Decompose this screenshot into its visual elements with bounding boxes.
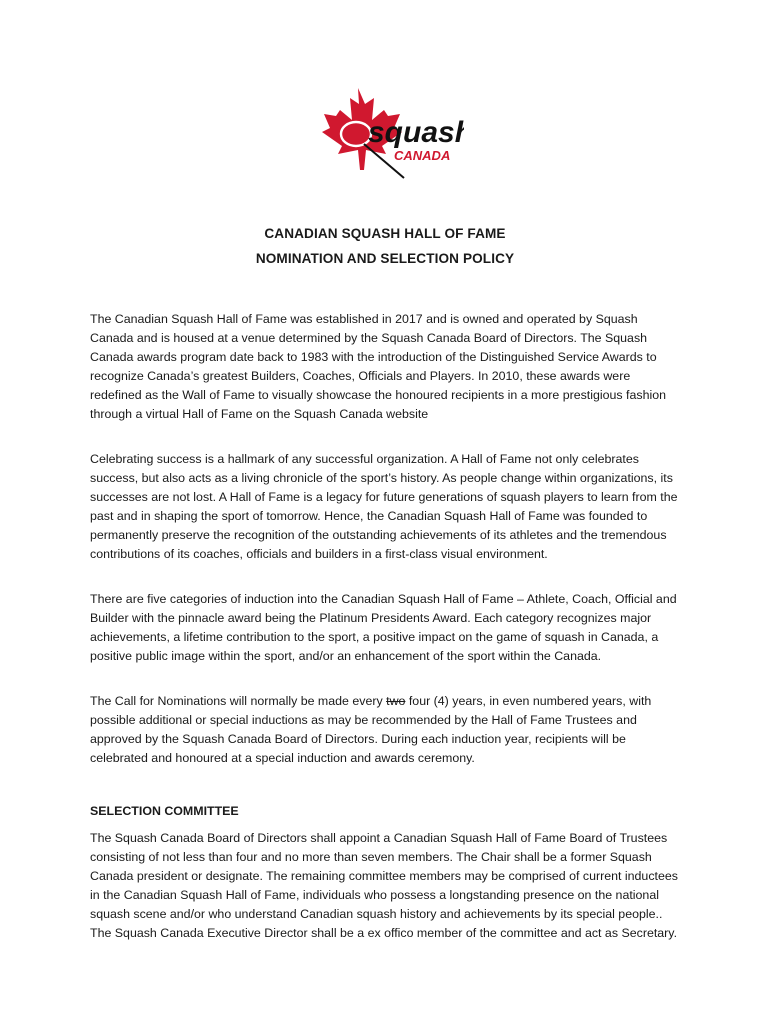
- logo-word-canada: CANADA: [394, 148, 451, 163]
- paragraph-text-start: The Call for Nominations will normally be made every: [90, 694, 387, 708]
- squash-canada-logo: [318, 86, 464, 182]
- document-title-line-2: NOMINATION AND SELECTION POLICY: [255, 251, 515, 266]
- paragraph-categories: [90, 590, 680, 673]
- paragraph-text-end: four (4) years, in even numbered years, with possible additional or special inductions as may be recommended by the Hall of Fame Trustees and approved by the Squash Canada Board of Directors. During each induction year, recipients will be celebrated and honoured at a special induction and awards ceremony.: [90, 694, 652, 766]
- section-heading-selection-committee: SELECTION COMMITTEE: [90, 804, 239, 818]
- logo-word-squash: squash: [368, 116, 464, 149]
- maple-leaf-logo-graphic: [318, 86, 464, 182]
- paragraph-text: Celebrating success is a hallmark of any successful organization. A Hall of Fame not only celebrates success, but also acts as a living chronicle of the sport’s history. As people change within organizations, its successes are not lost. A Hall of Fame is a legacy for future generations of squash players to learn from the past and in shaping the sport of tomorrow. Hence, the Canadian Squash Hall of Fame was founded to permanently preserve the recognition of the outstanding achievements of its athletes and the tremendous contributions of its coaches, officials and builders in a first-class visual environment.: [90, 452, 678, 562]
- paragraph-selection-committee: [90, 829, 680, 951]
- struck-word: two: [386, 694, 406, 708]
- paragraph-history: [90, 310, 680, 432]
- paragraph-text: There are five categories of induction into the Canadian Squash Hall of Fame – Athlete, Coach, Official and Builder with the pinnacle award being the Platinum Presidents Award. Each category recognizes major achievements, a lifetime contribution to the sport, a positive impact on the game of squash in Canada, a positive public image within the sport, and/or an enhancement of the sport within the Canada.: [90, 592, 677, 664]
- document-title-line-1: CANADIAN SQUASH HALL OF FAME: [264, 226, 506, 241]
- paragraph-text: [90, 692, 680, 768]
- paragraph-text: The Squash Canada Board of Directors shall appoint a Canadian Squash Hall of Fame Board of Trustees consisting of not less than four and no more than seven members. The Chair shall be a former Squash Canada president or designate. The remaining committee members may be comprised of current inductees in the Canadian Squash Hall of Fame, individuals who possess a longstanding presence on the national squash scene and/or who understand Canadian squash history and achievements by its special people.. The Squash Canada Executive Director shall be a ex offico member of the committee and act as Secretary.: [90, 831, 678, 941]
- paragraph-call-for-nominations: [90, 692, 680, 775]
- paragraph-text: The Canadian Squash Hall of Fame was established in 2017 and is owned and operated by Squash Canada and is housed at a venue determined by the Squash Canada Board of Directors. The Squash Canada awards program date back to 1983 with the introduction of the Distinguished Service Awards to recognize Canada’s greatest Builders, Coaches, Officials and Players. In 2010, these awards were redefined as the Wall of Fame to visually showcase the honoured recipients in a more prestigious fashion through a virtual Hall of Fame on the Squash Canada website: [90, 312, 667, 422]
- paragraph-purpose: [90, 450, 680, 572]
